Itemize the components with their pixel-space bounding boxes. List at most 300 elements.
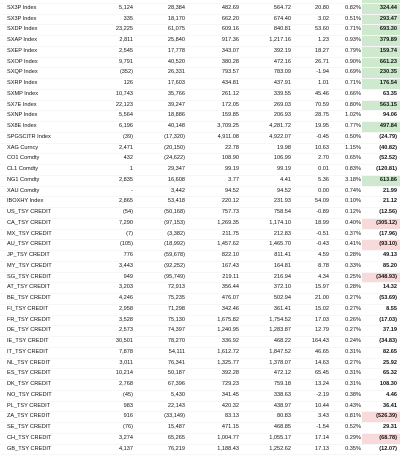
value-cell[interactable]: 29.31 (362, 423, 400, 434)
volume-cell[interactable]: 10,214 (84, 369, 134, 380)
pct-cell[interactable]: 0.28% (330, 251, 362, 262)
ticker-cell[interactable]: SXMP Index (0, 89, 84, 100)
pct-cell[interactable]: 0.69% (330, 68, 362, 79)
pct-cell[interactable]: 0.27% (330, 358, 362, 369)
ticker-cell[interactable]: IT_TSY CREDIT (0, 347, 84, 358)
avg-cell[interactable]: 76,219 (134, 444, 186, 455)
change-cell[interactable]: 70.59 (292, 100, 330, 111)
value-cell[interactable]: 63.35 (362, 89, 400, 100)
table-row[interactable] (0, 390, 400, 401)
table-row[interactable] (0, 154, 400, 165)
low-cell[interactable]: 472.16 (240, 57, 292, 68)
price-cell[interactable]: 482.69 (186, 3, 240, 14)
avg-cell[interactable]: (97,153) (134, 218, 186, 229)
change-cell[interactable]: 17.13 (292, 444, 330, 455)
ticker-cell[interactable]: SE_TSY CREDIT (0, 423, 84, 434)
low-cell[interactable]: 472.12 (240, 369, 292, 380)
volume-cell[interactable]: 23,225 (84, 25, 134, 36)
pct-cell[interactable]: 0.27% (330, 294, 362, 305)
volume-cell[interactable]: 983 (84, 401, 134, 412)
price-cell[interactable]: 4,911.08 (186, 132, 240, 143)
table-row[interactable] (0, 261, 400, 272)
price-cell[interactable]: 1,188.43 (186, 444, 240, 455)
table-row[interactable] (0, 358, 400, 369)
volume-cell[interactable]: 2,865 (84, 197, 134, 208)
ticker-cell[interactable]: SXEP Index (0, 46, 84, 57)
price-cell[interactable]: 211.75 (186, 229, 240, 240)
avg-cell[interactable]: 67,396 (134, 380, 186, 391)
low-cell[interactable]: 759.18 (240, 380, 292, 391)
pct-cell[interactable]: 0.10% (330, 197, 362, 208)
price-cell[interactable]: 822.10 (186, 251, 240, 262)
ticker-cell[interactable]: SX8E Index (0, 122, 84, 133)
pct-cell[interactable]: 0.38% (330, 390, 362, 401)
change-cell[interactable]: 10.63 (292, 143, 330, 154)
pct-cell[interactable]: 0.50% (330, 132, 362, 143)
table-row[interactable] (0, 326, 400, 337)
pct-cell[interactable]: 0.71% (330, 25, 362, 36)
table-row[interactable] (0, 315, 400, 326)
price-cell[interactable]: 3.77 (186, 175, 240, 186)
pct-cell[interactable]: 0.90% (330, 57, 362, 68)
avg-cell[interactable]: 26,331 (134, 68, 186, 79)
avg-cell[interactable]: 53,418 (134, 197, 186, 208)
pct-cell[interactable]: 0.24% (330, 337, 362, 348)
price-cell[interactable]: 476.07 (186, 294, 240, 305)
ticker-cell[interactable]: US_TSY CREDIT (0, 208, 84, 219)
avg-cell[interactable]: (95,749) (134, 272, 186, 283)
value-cell[interactable]: (93.10) (362, 240, 400, 251)
price-cell[interactable]: 1,325.77 (186, 358, 240, 369)
change-cell[interactable]: 0.01 (292, 165, 330, 176)
avg-cell[interactable]: 40,148 (134, 122, 186, 133)
avg-cell[interactable]: 18,170 (134, 14, 186, 25)
ticker-cell[interactable]: DK_TSY CREDIT (0, 380, 84, 391)
ticker-cell[interactable]: PL_TSY CREDIT (0, 401, 84, 412)
price-cell[interactable]: 1,612.72 (186, 347, 240, 358)
low-cell[interactable]: 80.83 (240, 412, 292, 423)
price-cell[interactable]: 662.20 (186, 14, 240, 25)
value-cell[interactable]: 108.30 (362, 380, 400, 391)
ticker-cell[interactable]: SX3P Index (0, 3, 84, 14)
value-cell[interactable]: 324.44 (362, 3, 400, 14)
change-cell[interactable]: 10.44 (292, 401, 330, 412)
volume-cell[interactable]: (39) (84, 132, 134, 143)
ticker-cell[interactable]: SPGSCITR Index (0, 132, 84, 143)
volume-cell[interactable]: 7,290 (84, 218, 134, 229)
pct-cell[interactable]: 1.15% (330, 143, 362, 154)
pct-cell[interactable]: 0.71% (330, 79, 362, 90)
table-row[interactable] (0, 36, 400, 47)
volume-cell[interactable]: 6,196 (84, 122, 134, 133)
avg-cell[interactable]: (18,992) (134, 240, 186, 251)
pct-cell[interactable]: 0.65% (330, 154, 362, 165)
avg-cell[interactable]: (20,150) (134, 143, 186, 154)
ticker-cell[interactable]: XAG Curncy (0, 143, 84, 154)
ticker-cell[interactable]: AU_TSY CREDIT (0, 240, 84, 251)
ticker-cell[interactable]: SXDP Index (0, 25, 84, 36)
value-cell[interactable]: 563.15 (362, 100, 400, 111)
table-row[interactable] (0, 79, 400, 90)
change-cell[interactable]: 8.78 (292, 261, 330, 272)
low-cell[interactable]: 361.41 (240, 304, 292, 315)
change-cell[interactable]: 4.34 (292, 272, 330, 283)
volume-cell[interactable]: 2,768 (84, 380, 134, 391)
change-cell[interactable]: -2.19 (292, 390, 330, 401)
avg-cell[interactable]: 3,442 (134, 186, 186, 197)
ticker-cell[interactable]: CO1 Comdty (0, 154, 84, 165)
pct-cell[interactable]: 0.52% (330, 423, 362, 434)
price-cell[interactable]: 22.78 (186, 143, 240, 154)
value-cell[interactable]: 661.23 (362, 57, 400, 68)
ticker-cell[interactable]: SG_TSY CREDIT (0, 272, 84, 283)
low-cell[interactable]: 4,281.72 (240, 122, 292, 133)
change-cell[interactable]: 28.75 (292, 111, 330, 122)
table-row[interactable] (0, 143, 400, 154)
value-cell[interactable]: (305.12) (362, 218, 400, 229)
volume-cell[interactable]: 1 (84, 165, 134, 176)
price-cell[interactable]: 917.36 (186, 36, 240, 47)
change-cell[interactable]: 5.36 (292, 175, 330, 186)
volume-cell[interactable]: (76) (84, 423, 134, 434)
volume-cell[interactable]: 3,443 (84, 261, 134, 272)
pct-cell[interactable]: 0.28% (330, 283, 362, 294)
low-cell[interactable]: 339.55 (240, 89, 292, 100)
avg-cell[interactable]: 78,270 (134, 337, 186, 348)
avg-cell[interactable]: 75,235 (134, 294, 186, 305)
low-cell[interactable]: 4.41 (240, 175, 292, 186)
price-cell[interactable]: 99.19 (186, 165, 240, 176)
price-cell[interactable]: 793.57 (186, 68, 240, 79)
table-row[interactable] (0, 3, 400, 14)
change-cell[interactable]: 53.60 (292, 25, 330, 36)
low-cell[interactable]: 468.85 (240, 423, 292, 434)
pct-cell[interactable]: 0.83% (330, 165, 362, 176)
volume-cell[interactable]: (352) (84, 68, 134, 79)
value-cell[interactable]: 497.84 (362, 122, 400, 133)
avg-cell[interactable]: 35,766 (134, 89, 186, 100)
ticker-cell[interactable]: ZA_TSY CREDIT (0, 412, 84, 423)
change-cell[interactable]: 2.70 (292, 154, 330, 165)
avg-cell[interactable]: 40,520 (134, 57, 186, 68)
avg-cell[interactable]: 65,265 (134, 433, 186, 444)
low-cell[interactable]: 1,378.07 (240, 358, 292, 369)
pct-cell[interactable]: 0.43% (330, 401, 362, 412)
price-cell[interactable]: 83.13 (186, 412, 240, 423)
low-cell[interactable]: 811.41 (240, 251, 292, 262)
value-cell[interactable]: 379.89 (362, 36, 400, 47)
pct-cell[interactable]: 0.77% (330, 122, 362, 133)
ticker-cell[interactable]: CH_TSY CREDIT (0, 433, 84, 444)
avg-cell[interactable]: 74,397 (134, 326, 186, 337)
volume-cell[interactable]: 2,471 (84, 143, 134, 154)
table-row[interactable] (0, 111, 400, 122)
change-cell[interactable]: 17.03 (292, 315, 330, 326)
avg-cell[interactable]: (24,622) (134, 154, 186, 165)
price-cell[interactable]: 342.46 (186, 304, 240, 315)
price-cell[interactable]: 380.28 (186, 57, 240, 68)
value-cell[interactable]: 293.47 (362, 14, 400, 25)
pct-cell[interactable]: 0.66% (330, 89, 362, 100)
value-cell[interactable]: 37.19 (362, 326, 400, 337)
avg-cell[interactable]: 28,384 (134, 3, 186, 14)
price-cell[interactable]: 167.43 (186, 261, 240, 272)
ticker-cell[interactable]: MY_TSY CREDIT (0, 261, 84, 272)
price-cell[interactable]: 108.90 (186, 154, 240, 165)
table-row[interactable] (0, 380, 400, 391)
ticker-cell[interactable]: SXNP Index (0, 111, 84, 122)
volume-cell[interactable]: 335 (84, 14, 134, 25)
table-row[interactable] (0, 347, 400, 358)
value-cell[interactable]: 230.35 (362, 68, 400, 79)
change-cell[interactable]: 15.02 (292, 304, 330, 315)
price-cell[interactable]: 3,709.25 (186, 122, 240, 133)
low-cell[interactable]: 438.97 (240, 401, 292, 412)
change-cell[interactable]: 19.95 (292, 122, 330, 133)
low-cell[interactable]: 99.19 (240, 165, 292, 176)
volume-cell[interactable]: 3,203 (84, 283, 134, 294)
low-cell[interactable]: 502.94 (240, 294, 292, 305)
ticker-cell[interactable]: SXAP Index (0, 36, 84, 47)
table-row[interactable] (0, 25, 400, 36)
change-cell[interactable]: 0.00 (292, 186, 330, 197)
table-row[interactable] (0, 369, 400, 380)
low-cell[interactable]: 1,754.52 (240, 315, 292, 326)
change-cell[interactable]: 54.09 (292, 197, 330, 208)
value-cell[interactable]: 85.20 (362, 261, 400, 272)
volume-cell[interactable]: 2,811 (84, 36, 134, 47)
ticker-cell[interactable]: DE_TSY CREDIT (0, 326, 84, 337)
table-row[interactable] (0, 14, 400, 25)
table-row[interactable] (0, 46, 400, 57)
value-cell[interactable]: 14.32 (362, 283, 400, 294)
ticker-cell[interactable]: SX7E Index (0, 100, 84, 111)
table-row[interactable] (0, 186, 400, 197)
pct-cell[interactable]: 0.51% (330, 14, 362, 25)
low-cell[interactable]: 564.72 (240, 3, 292, 14)
value-cell[interactable]: 21.12 (362, 197, 400, 208)
price-cell[interactable]: 94.52 (186, 186, 240, 197)
price-cell[interactable]: 172.05 (186, 100, 240, 111)
change-cell[interactable]: 3.43 (292, 412, 330, 423)
change-cell[interactable]: -0.45 (292, 132, 330, 143)
ticker-cell[interactable]: SXQP Index (0, 68, 84, 79)
price-cell[interactable]: 1,269.35 (186, 218, 240, 229)
avg-cell[interactable]: 17,603 (134, 79, 186, 90)
low-cell[interactable]: 674.40 (240, 14, 292, 25)
change-cell[interactable]: 18.99 (292, 218, 330, 229)
avg-cell[interactable]: (50,168) (134, 208, 186, 219)
table-row[interactable] (0, 401, 400, 412)
avg-cell[interactable]: (33,149) (134, 412, 186, 423)
table-row[interactable] (0, 68, 400, 79)
price-cell[interactable]: 434.81 (186, 79, 240, 90)
value-cell[interactable]: 65.32 (362, 369, 400, 380)
table-row[interactable] (0, 208, 400, 219)
volume-cell[interactable]: 5,124 (84, 3, 134, 14)
volume-cell[interactable]: 916 (84, 412, 134, 423)
pct-cell[interactable]: 0.25% (330, 272, 362, 283)
price-cell[interactable]: 261.12 (186, 89, 240, 100)
pct-cell[interactable]: 1.02% (330, 111, 362, 122)
change-cell[interactable]: -0.51 (292, 229, 330, 240)
value-cell[interactable]: 8.55 (362, 304, 400, 315)
low-cell[interactable]: 338.63 (240, 390, 292, 401)
table-row[interactable] (0, 272, 400, 283)
value-cell[interactable]: (68.78) (362, 433, 400, 444)
low-cell[interactable]: 4,922.07 (240, 132, 292, 143)
ticker-cell[interactable]: NL_TSY CREDIT (0, 358, 84, 369)
value-cell[interactable]: (348.93) (362, 272, 400, 283)
pct-cell[interactable]: 0.27% (330, 304, 362, 315)
price-cell[interactable]: 471.15 (186, 423, 240, 434)
value-cell[interactable]: (17.96) (362, 229, 400, 240)
change-cell[interactable]: -0.89 (292, 208, 330, 219)
ticker-cell[interactable]: IBOXHY Index (0, 197, 84, 208)
table-row[interactable] (0, 304, 400, 315)
low-cell[interactable]: 758.54 (240, 208, 292, 219)
low-cell[interactable]: 392.19 (240, 46, 292, 57)
price-cell[interactable]: 420.32 (186, 401, 240, 412)
low-cell[interactable]: 468.22 (240, 337, 292, 348)
avg-cell[interactable]: (17,320) (134, 132, 186, 143)
avg-cell[interactable]: 39,247 (134, 100, 186, 111)
table-row[interactable] (0, 412, 400, 423)
volume-cell[interactable]: 10,743 (84, 89, 134, 100)
avg-cell[interactable]: 61,075 (134, 25, 186, 36)
ticker-cell[interactable]: GB_TSY CREDIT (0, 444, 84, 455)
table-row[interactable] (0, 337, 400, 348)
volume-cell[interactable]: 3,528 (84, 315, 134, 326)
ticker-cell[interactable]: SXRP Index (0, 79, 84, 90)
change-cell[interactable]: 14.63 (292, 358, 330, 369)
avg-cell[interactable]: (3,382) (134, 229, 186, 240)
pct-cell[interactable]: 0.33% (330, 261, 362, 272)
table-row[interactable] (0, 218, 400, 229)
value-cell[interactable]: (12.56) (362, 208, 400, 219)
volume-cell[interactable]: (7) (84, 229, 134, 240)
ticker-cell[interactable]: CL1 Comdty (0, 165, 84, 176)
table-row[interactable] (0, 444, 400, 455)
price-cell[interactable]: 1,675.82 (186, 315, 240, 326)
volume-cell[interactable]: 4,137 (84, 444, 134, 455)
price-cell[interactable]: 220.12 (186, 197, 240, 208)
table-row[interactable] (0, 240, 400, 251)
avg-cell[interactable]: 15,487 (134, 423, 186, 434)
ticker-cell[interactable]: NO_TSY CREDIT (0, 390, 84, 401)
volume-cell[interactable]: 7,878 (84, 347, 134, 358)
low-cell[interactable]: 216.94 (240, 272, 292, 283)
volume-cell[interactable]: 22,123 (84, 100, 134, 111)
low-cell[interactable]: 1,217.16 (240, 36, 292, 47)
value-cell[interactable]: (34.83) (362, 337, 400, 348)
low-cell[interactable]: 164.81 (240, 261, 292, 272)
price-cell[interactable]: 343.07 (186, 46, 240, 57)
change-cell[interactable]: -1.94 (292, 68, 330, 79)
avg-cell[interactable]: 50,187 (134, 369, 186, 380)
change-cell[interactable]: 1.23 (292, 36, 330, 47)
pct-cell[interactable]: 0.79% (330, 46, 362, 57)
pct-cell[interactable]: 0.82% (330, 3, 362, 14)
ticker-cell[interactable]: BE_TSY CREDIT (0, 294, 84, 305)
value-cell[interactable]: 36.41 (362, 401, 400, 412)
change-cell[interactable]: -1.54 (292, 423, 330, 434)
table-row[interactable] (0, 294, 400, 305)
avg-cell[interactable]: 75,130 (134, 315, 186, 326)
pct-cell[interactable]: 0.27% (330, 326, 362, 337)
value-cell[interactable]: 25.92 (362, 358, 400, 369)
pct-cell[interactable]: 3.18% (330, 175, 362, 186)
volume-cell[interactable]: (105) (84, 240, 134, 251)
table-row[interactable] (0, 57, 400, 68)
change-cell[interactable]: 46.65 (292, 347, 330, 358)
volume-cell[interactable]: 126 (84, 79, 134, 90)
price-cell[interactable]: 336.92 (186, 337, 240, 348)
ticker-cell[interactable]: FI_TSY CREDIT (0, 304, 84, 315)
value-cell[interactable]: (52.52) (362, 154, 400, 165)
price-cell[interactable]: 341.45 (186, 390, 240, 401)
table-row[interactable] (0, 165, 400, 176)
ticker-cell[interactable]: JP_TSY CREDIT (0, 251, 84, 262)
pct-cell[interactable]: 0.37% (330, 229, 362, 240)
avg-cell[interactable]: (59,678) (134, 251, 186, 262)
volume-cell[interactable]: 5,564 (84, 111, 134, 122)
low-cell[interactable]: 1,283.87 (240, 326, 292, 337)
change-cell[interactable]: 45.46 (292, 89, 330, 100)
pct-cell[interactable]: 0.31% (330, 369, 362, 380)
volume-cell[interactable]: 2,958 (84, 304, 134, 315)
pct-cell[interactable]: 0.74% (330, 186, 362, 197)
low-cell[interactable]: 206.93 (240, 111, 292, 122)
volume-cell[interactable]: 3,274 (84, 433, 134, 444)
table-row[interactable] (0, 122, 400, 133)
low-cell[interactable]: 212.83 (240, 229, 292, 240)
ticker-cell[interactable]: AT_TSY CREDIT (0, 283, 84, 294)
price-cell[interactable]: 1,240.95 (186, 326, 240, 337)
ticker-cell[interactable]: CA_TSY CREDIT (0, 218, 84, 229)
pct-cell[interactable]: 0.40% (330, 218, 362, 229)
volume-cell[interactable]: - (84, 186, 134, 197)
table-row[interactable] (0, 251, 400, 262)
value-cell[interactable]: (12.07) (362, 444, 400, 455)
change-cell[interactable]: 15.97 (292, 283, 330, 294)
avg-cell[interactable]: 16,608 (134, 175, 186, 186)
change-cell[interactable]: 4.59 (292, 251, 330, 262)
avg-cell[interactable]: 17,778 (134, 46, 186, 57)
pct-cell[interactable]: 0.31% (330, 380, 362, 391)
table-row[interactable] (0, 283, 400, 294)
change-cell[interactable]: 26.71 (292, 57, 330, 68)
table-row[interactable] (0, 229, 400, 240)
low-cell[interactable]: 106.99 (240, 154, 292, 165)
change-cell[interactable]: 18.27 (292, 46, 330, 57)
table-row[interactable] (0, 423, 400, 434)
avg-cell[interactable]: 72,913 (134, 283, 186, 294)
pct-cell[interactable]: 0.31% (330, 347, 362, 358)
ticker-cell[interactable]: ES_TSY CREDIT (0, 369, 84, 380)
value-cell[interactable]: 159.74 (362, 46, 400, 57)
change-cell[interactable]: 3.02 (292, 14, 330, 25)
avg-cell[interactable]: 54,111 (134, 347, 186, 358)
change-cell[interactable]: 13.24 (292, 380, 330, 391)
avg-cell[interactable]: 71,298 (134, 304, 186, 315)
value-cell[interactable]: 94.06 (362, 111, 400, 122)
pct-cell[interactable]: 0.80% (330, 100, 362, 111)
value-cell[interactable]: (53.69) (362, 294, 400, 305)
value-cell[interactable]: 4.46 (362, 390, 400, 401)
avg-cell[interactable]: 76,341 (134, 358, 186, 369)
volume-cell[interactable]: 3,011 (84, 358, 134, 369)
